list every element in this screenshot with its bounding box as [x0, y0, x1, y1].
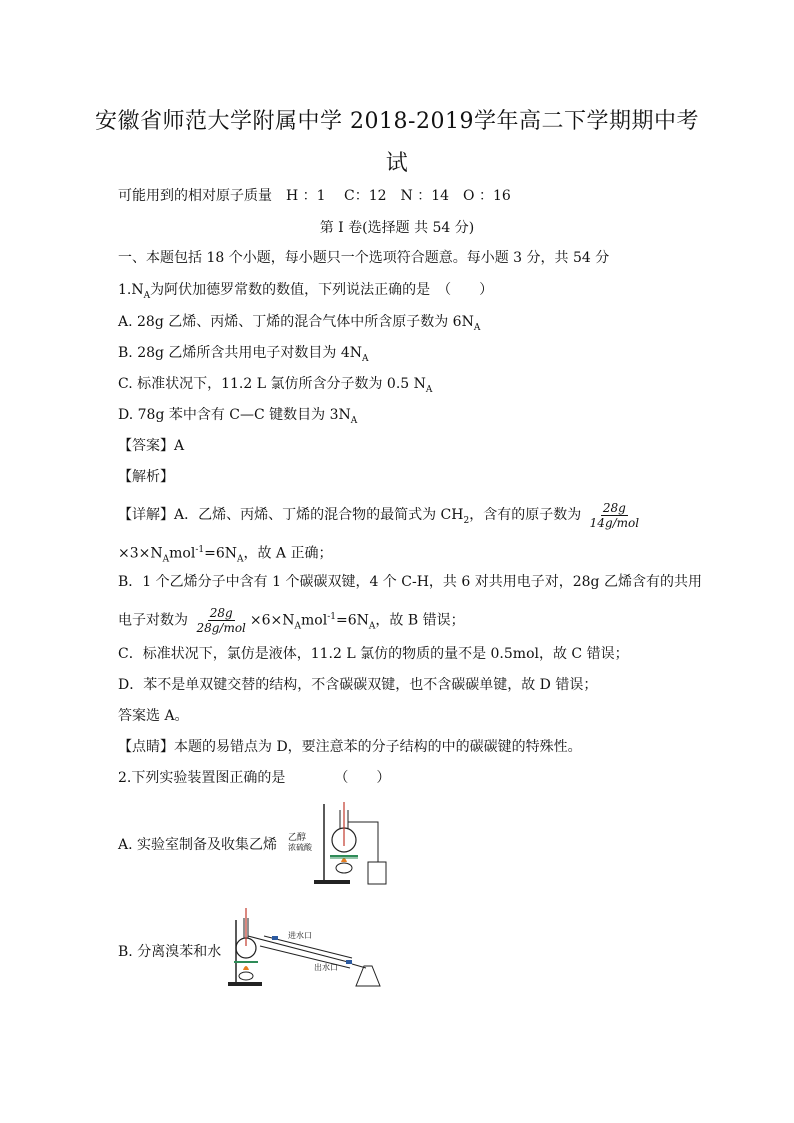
q1-detail-a2-sub1: A [162, 554, 170, 565]
q1-analysis-label: 【解析】 [118, 469, 174, 485]
q1-option-b-text: B. 28g 乙烯所含共用电子对数目为 4N [118, 345, 363, 361]
page-title-line2: 试 [385, 151, 409, 176]
q1-detail-a-line2 [118, 540, 333, 569]
q2-option-a: A. 实验室制备及收集乙烯 [118, 837, 278, 853]
q1-option-b-sub: A [362, 353, 369, 364]
q1-detail-b2-sup: -1 [327, 612, 336, 622]
q1-detail-a2-text: ×3×N [118, 545, 163, 562]
q1-answer: 【答案】A [118, 438, 185, 454]
q1-option-a-sub: A [473, 322, 481, 333]
q1-detail-b2-a: ×6×N [249, 612, 295, 629]
q1-detail-c: C．标准状况下，氯仿是液体，11.2 L 氯仿的物质的量不是 0.5mol，故 C 错误； [118, 646, 629, 662]
q1-fraction-2-numerator: 28g [209, 606, 233, 621]
q1-fraction-1-numerator: 28g [602, 500, 626, 515]
q1-detail-a2-post: =6N [204, 545, 237, 562]
q1-option-d-sub: A [350, 415, 358, 426]
q1-stem [118, 280, 493, 306]
q1-detail-b2-sub1: A [294, 621, 302, 632]
q1-detail-a1-sub: 2 [463, 515, 470, 526]
atomic-mass-line: 可能用到的相对原子质量 H ：1 C：12 N ：14 O ：16 [118, 188, 511, 204]
q1-option-a [118, 312, 480, 338]
q1-detail-b-line2 [118, 600, 465, 634]
q1-fraction-1 [588, 501, 641, 530]
q1-option-a-text: A. 28g 乙烯、丙烯、丁烯的混合气体中所含原子数为 6N [118, 314, 474, 330]
q1-detail-b2-pre: 电子对数为 [118, 612, 188, 629]
q1-detail-a2-end: ，故 A 正确； [243, 545, 333, 562]
q1-option-d-text: D. 78g 苯中含有 C—C 键数目为 3N [118, 407, 351, 423]
q1-fraction-2 [194, 606, 247, 635]
distillation-apparatus-diagram [228, 906, 388, 992]
water-outlet-label: 出水口 [314, 963, 338, 972]
q1-detail-b-line1: B．1 个乙烯分子中含有 1 个碳碳双键，4 个 C-H，共 6 对共用电子对，28g 乙烯含有的共用 [118, 574, 702, 590]
page-title-line1: 安徽省师范大学附属中学 2018-2019学年高二下学期期中考 [95, 109, 699, 134]
sulfuric-acid-label: 浓硫酸 [288, 843, 312, 852]
q1-stem-post: 为阿伏加德罗常数的数值，下列说法正确的是 （ ） [150, 282, 494, 298]
q1-detail-a1-post: ，含有的原子数为 [469, 507, 582, 523]
ethylene-apparatus-diagram [286, 800, 396, 890]
q1-detail-a2-sub2: A [236, 554, 244, 565]
q2-option-b: B. 分离溴苯和水 [118, 944, 222, 960]
q1-detail-a2-sup: -1 [195, 545, 205, 555]
water-inlet-label: 进水口 [288, 931, 312, 940]
q1-conclusion: 答案选 A。 [118, 708, 189, 724]
q2-stem: 2.下列实验装置图正确的是 （ ） [118, 770, 391, 786]
q1-detail-a2-mid: mol [169, 545, 196, 562]
q1-tip: 【点睛】本题的易错点为 D，要注意苯的分子结构的中的碳碳键的特殊性。 [118, 739, 582, 755]
q1-detail-b2-post: =6N [335, 612, 369, 629]
q1-stem-pre: 1.N [118, 282, 144, 298]
q1-fraction-1-denominator: 14g/mol [589, 515, 640, 530]
q1-option-c-sub: A [425, 384, 433, 395]
q1-fraction-2-denominator: 28g/mol [196, 621, 246, 636]
q1-detail-a1-text: 【详解】A．乙烯、丙烯、丁烯的混合物的最简式为 CH [118, 507, 464, 523]
section-heading: 第 I 卷(选择题 共 54 分) [319, 220, 475, 236]
q1-detail-b2-sub2: A [368, 621, 376, 632]
q1-detail-b2-end: ，故 B 错误； [375, 612, 465, 629]
q1-option-c-text: C. 标准状况下，11.2 L 氯仿所含分子数为 0.5 N [118, 376, 426, 392]
q1-detail-d: D．苯不是单双键交替的结构，不含碳碳双键，也不含碳碳单键，故 D 错误； [118, 677, 598, 693]
q1-option-b [118, 343, 369, 369]
q1-option-d [118, 405, 357, 431]
instructions-line: 一、本题包括 18 个小题，每小题只一个选项符合题意。每小题 3 分，共 54 分 [118, 250, 610, 266]
q1-detail-a-line1 [118, 498, 643, 532]
q1-detail-b2-mid: mol [301, 612, 328, 629]
q1-option-c [118, 374, 432, 400]
q1-stem-sub: A [143, 290, 151, 301]
ethanol-label: 乙醇 [288, 833, 307, 843]
